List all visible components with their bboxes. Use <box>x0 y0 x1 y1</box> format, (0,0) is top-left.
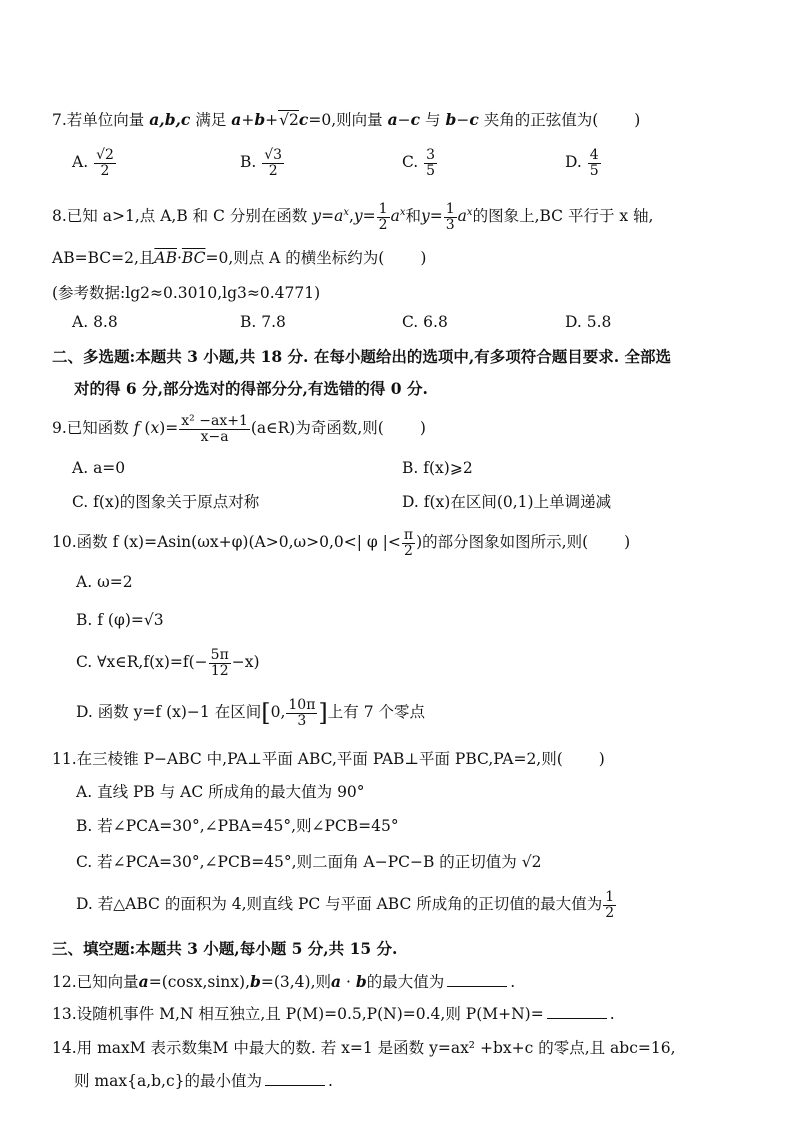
q8-number: 8. <box>52 207 67 226</box>
q8-line1-c: 和 <box>405 207 421 226</box>
section3-heading: 三、填空题:本题共 3 小题,每小题 5 分,共 15 分. <box>52 939 398 958</box>
q9-close: ) <box>419 419 426 438</box>
q7-option-a-num: √2 <box>96 147 114 163</box>
q11-option-b-label: B. <box>76 817 93 835</box>
q8-option-d-label: D. <box>565 313 582 331</box>
q12-stem-c: =(3,4),则 <box>260 973 332 991</box>
q9-stem: 9.已知函数 f (x)= $\frac{\text{x² −ax+1}}{x-a}$ (a∈R)为奇函数,则( ) <box>52 413 426 445</box>
q13-stem <box>52 1002 615 1024</box>
q11-stem-text: 在三棱锥 P−ABC 中,PA⊥平面 ABC,平面 PAB⊥平面 PBC,PA=2,则( <box>76 750 563 768</box>
q8-line1-a: 已知 <box>66 207 98 226</box>
q9-frac-num: x² −ax+1 <box>181 413 248 429</box>
q11-option-c-label: C. <box>76 853 93 871</box>
q11-option-c-text: 若∠PCA=30°,∠PCB=45°,则二面角 A−PC−B 的正切值为 √2 <box>97 853 542 871</box>
q7-option-a-den: 2 <box>100 162 110 179</box>
q9-option-d <box>402 490 611 512</box>
q12-stem-a: 已知向量 <box>76 973 139 991</box>
q9-option-d-label: D. <box>402 493 419 511</box>
q9-option-a-text: a=0 <box>93 459 126 477</box>
q10-option-d-label: D. <box>76 703 93 722</box>
q8-option-d <box>565 313 611 331</box>
q7-option-b-num: √3 <box>264 147 283 163</box>
q9-option-c-text: f(x)的图象关于原点对称 <box>93 493 260 511</box>
q8-option-a-label: A. <box>72 313 89 331</box>
q12-stem: 12.已知向量a=(cosx,sinx),b=(3,4),则a · b的最大值为 . <box>52 972 516 991</box>
q8-stem-line1: 8.已知 a>1,点 A,B 和 C 分别在函数 $y=a^x,y=$ $\frac{1}{2}$ $a^x$和y= $\frac{1}{3}$ $a^x$的图象上,BC 平行于 x 轴, <box>52 201 654 233</box>
q11-stem <box>52 747 605 769</box>
q7-option-b <box>240 148 285 178</box>
q7-number: 7. <box>52 111 67 129</box>
q9-option-b-text: f(x)⩾2 <box>423 459 473 477</box>
q9-stem-b: (a∈R)为奇函数,则( <box>250 419 384 438</box>
q10-option-d-text-a: 函数 y=f (x)−1 在区间 <box>97 703 262 722</box>
q11-option-d: D. 若△ABC 的面积为 4,则直线 PC 与平面 ABC 所成角的正切值的最大值为 $\frac{1}{2}$ <box>76 889 615 921</box>
q8-option-a-text: 8.8 <box>93 313 118 331</box>
q8-reference: (参考数据:lg2≈0.3010,lg3≈0.4771) <box>52 284 321 302</box>
q9-frac-den: x−a <box>200 428 229 445</box>
q14-stem-line2 <box>74 1069 333 1091</box>
q13-number: 13. <box>52 1005 77 1023</box>
q7-option-d <box>565 148 602 178</box>
q11-option-a-label: A. <box>76 783 93 801</box>
q11-number: 11. <box>52 750 77 768</box>
q11-option-b-text: 若∠PCA=30°,∠PBA=45°,则∠PCB=45° <box>97 817 399 835</box>
section2-heading-line2: 对的得 6 分,部分选对的得部分分,有选错的得 0 分. <box>74 379 428 398</box>
q10-option-b-text: f (φ)=√3 <box>97 611 164 629</box>
q7-option-d-den: 5 <box>589 162 599 179</box>
q7-option-d-label: D. <box>565 153 582 172</box>
q8-option-b <box>240 313 286 331</box>
q10-number: 10. <box>52 533 77 552</box>
q7-stem-d: 与 <box>425 111 441 129</box>
q10-close: ) <box>624 533 631 552</box>
q12-stem-b: =(cosx,sinx), <box>148 973 250 991</box>
q8-option-b-label: B. <box>240 313 257 331</box>
q7-option-c-label: C. <box>402 153 419 172</box>
q10-stem-a: 函数 f (x)=Asin(ωx+φ)(A>0,ω>0,0<| φ |< <box>76 533 401 552</box>
q8-line1-d: 的图象上,BC 平行于 x 轴, <box>472 207 654 226</box>
q8-option-d-text: 5.8 <box>586 313 612 331</box>
q9-option-d-text: f(x)在区间(0,1)上单调递减 <box>423 493 612 511</box>
q11-option-d-text: 若△ABC 的面积为 4,则直线 PC 与平面 ABC 所成角的正切值的最大值为 <box>97 895 603 914</box>
q10-option-a <box>76 573 133 591</box>
q7-stem-b: 满足 <box>195 111 227 129</box>
q10-stem-b: )的部分图象如图所示,则( <box>416 533 589 552</box>
q10-option-c-text-a: ∀x∈R,f(x)=f(− <box>97 653 208 672</box>
q7-option-a <box>72 148 117 178</box>
q7-stem-c: =0,则向量 <box>308 111 383 129</box>
section2-heading-line1: 二、多选题:本题共 3 小题,共 18 分. 在每小题给出的选项中,有多项符合题目要求. 全部选 <box>52 347 672 366</box>
q13-end: . <box>609 1005 615 1023</box>
q14-line2: 则 max{a,b,c}的最小值为 <box>74 1072 263 1090</box>
q10-option-a-label: A. <box>76 573 93 591</box>
q10-option-a-text: ω=2 <box>97 573 133 591</box>
q10-option-c: C. ∀x∈R,f(x)=f(− $\frac{5\pi}{12}$ −x) <box>76 647 260 679</box>
q8-option-c <box>402 313 448 331</box>
q9-option-b <box>402 459 473 477</box>
q12-end: . <box>510 973 516 991</box>
q9-number: 9. <box>52 419 67 438</box>
q12-answer-blank[interactable] <box>447 972 507 987</box>
q10-option-b-label: B. <box>76 611 93 629</box>
q9-option-c <box>72 490 259 512</box>
q14-stem-line1 <box>52 1036 676 1058</box>
q8-line2-a: AB=BC=2,且 <box>52 249 155 267</box>
q7-vectors: a,b,c <box>149 110 191 129</box>
q10-option-d: D. 函数 y=f (x)−1 在区间[0, $\frac{10\pi}{3}$ ]上有 7 个零点 <box>76 697 425 729</box>
q11-option-b <box>76 814 399 836</box>
q7-option-b-label: B. <box>240 153 257 172</box>
q7-stem-e: 夹角的正弦值为( <box>483 111 599 129</box>
q8-option-c-label: C. <box>402 313 419 331</box>
q10-stem: 10.函数 f (x)=Asin(ωx+φ)(A>0,ω>0,0<| φ |< $\frac{\pi}{2}$ )的部分图象如图所示,则( ) <box>52 527 631 559</box>
q8-stem-line2: AB=BC=2,且$\overline{AB}\cdot\overline{BC}=0$,则点 A 的横坐标约为( ) <box>52 249 427 267</box>
q9-option-a <box>72 459 125 477</box>
q7-option-c <box>402 148 438 178</box>
q7-option-d-num: 4 <box>589 147 599 163</box>
q7-stem: 7.若单位向量 a,b,c 满足 a+b+√2c=0,则向量 a−c 与 b−c 夹角的正弦值为( ) <box>52 110 641 129</box>
q7-option-c-num: 3 <box>426 147 436 163</box>
q8-option-b-text: 7.8 <box>261 313 286 331</box>
q9-option-a-label: A. <box>72 459 89 477</box>
q12-stem-d: 的最大值为 <box>366 973 445 991</box>
q10-option-d-text-b: 上有 7 个零点 <box>327 703 425 722</box>
q7-option-a-label: A. <box>72 153 89 172</box>
q11-option-c <box>76 850 541 872</box>
q11-option-a-text: 直线 PB 与 AC 所成角的最大值为 90° <box>97 783 365 801</box>
q7-option-c-den: 5 <box>426 162 436 179</box>
q14-line1: 用 maxM 表示数集M 中最大的数. 若 x=1 是函数 y=ax² +bx+c 的零点,且 abc=16, <box>76 1039 676 1057</box>
q11-close: ) <box>598 750 605 768</box>
q8-line2-b: =0,则点 A 的横坐标约为( <box>205 249 385 267</box>
q8-option-a <box>72 313 118 331</box>
q8-line1-b: a>1,点 A,B 和 C 分别在函数 <box>102 207 308 226</box>
q13-stem-text: 设随机事件 M,N 相互独立,且 P(M)=0.5,P(N)=0.4,则 P(M+N)= <box>76 1005 544 1023</box>
q12-number: 12. <box>52 973 77 991</box>
q8-option-c-text: 6.8 <box>423 313 448 331</box>
q8-close: ) <box>420 249 427 267</box>
q7-stem-a: 若单位向量 <box>66 111 145 129</box>
q10-option-c-label: C. <box>76 653 93 672</box>
q9-option-c-label: C. <box>72 493 89 511</box>
q11-option-a <box>76 780 365 802</box>
q14-number: 14. <box>52 1039 77 1057</box>
q7-close: ) <box>634 111 641 129</box>
q14-answer-blank[interactable] <box>265 1071 325 1086</box>
q10-option-c-text-b: −x) <box>231 653 260 672</box>
q10-option-b <box>76 611 164 629</box>
q7-option-b-den: 2 <box>268 162 278 179</box>
q13-answer-blank[interactable] <box>547 1004 607 1019</box>
q9-stem-a: 已知函数 <box>66 419 129 438</box>
q14-end: . <box>328 1072 333 1090</box>
q11-option-d-label: D. <box>76 895 93 914</box>
q9-option-b-label: B. <box>402 459 419 477</box>
